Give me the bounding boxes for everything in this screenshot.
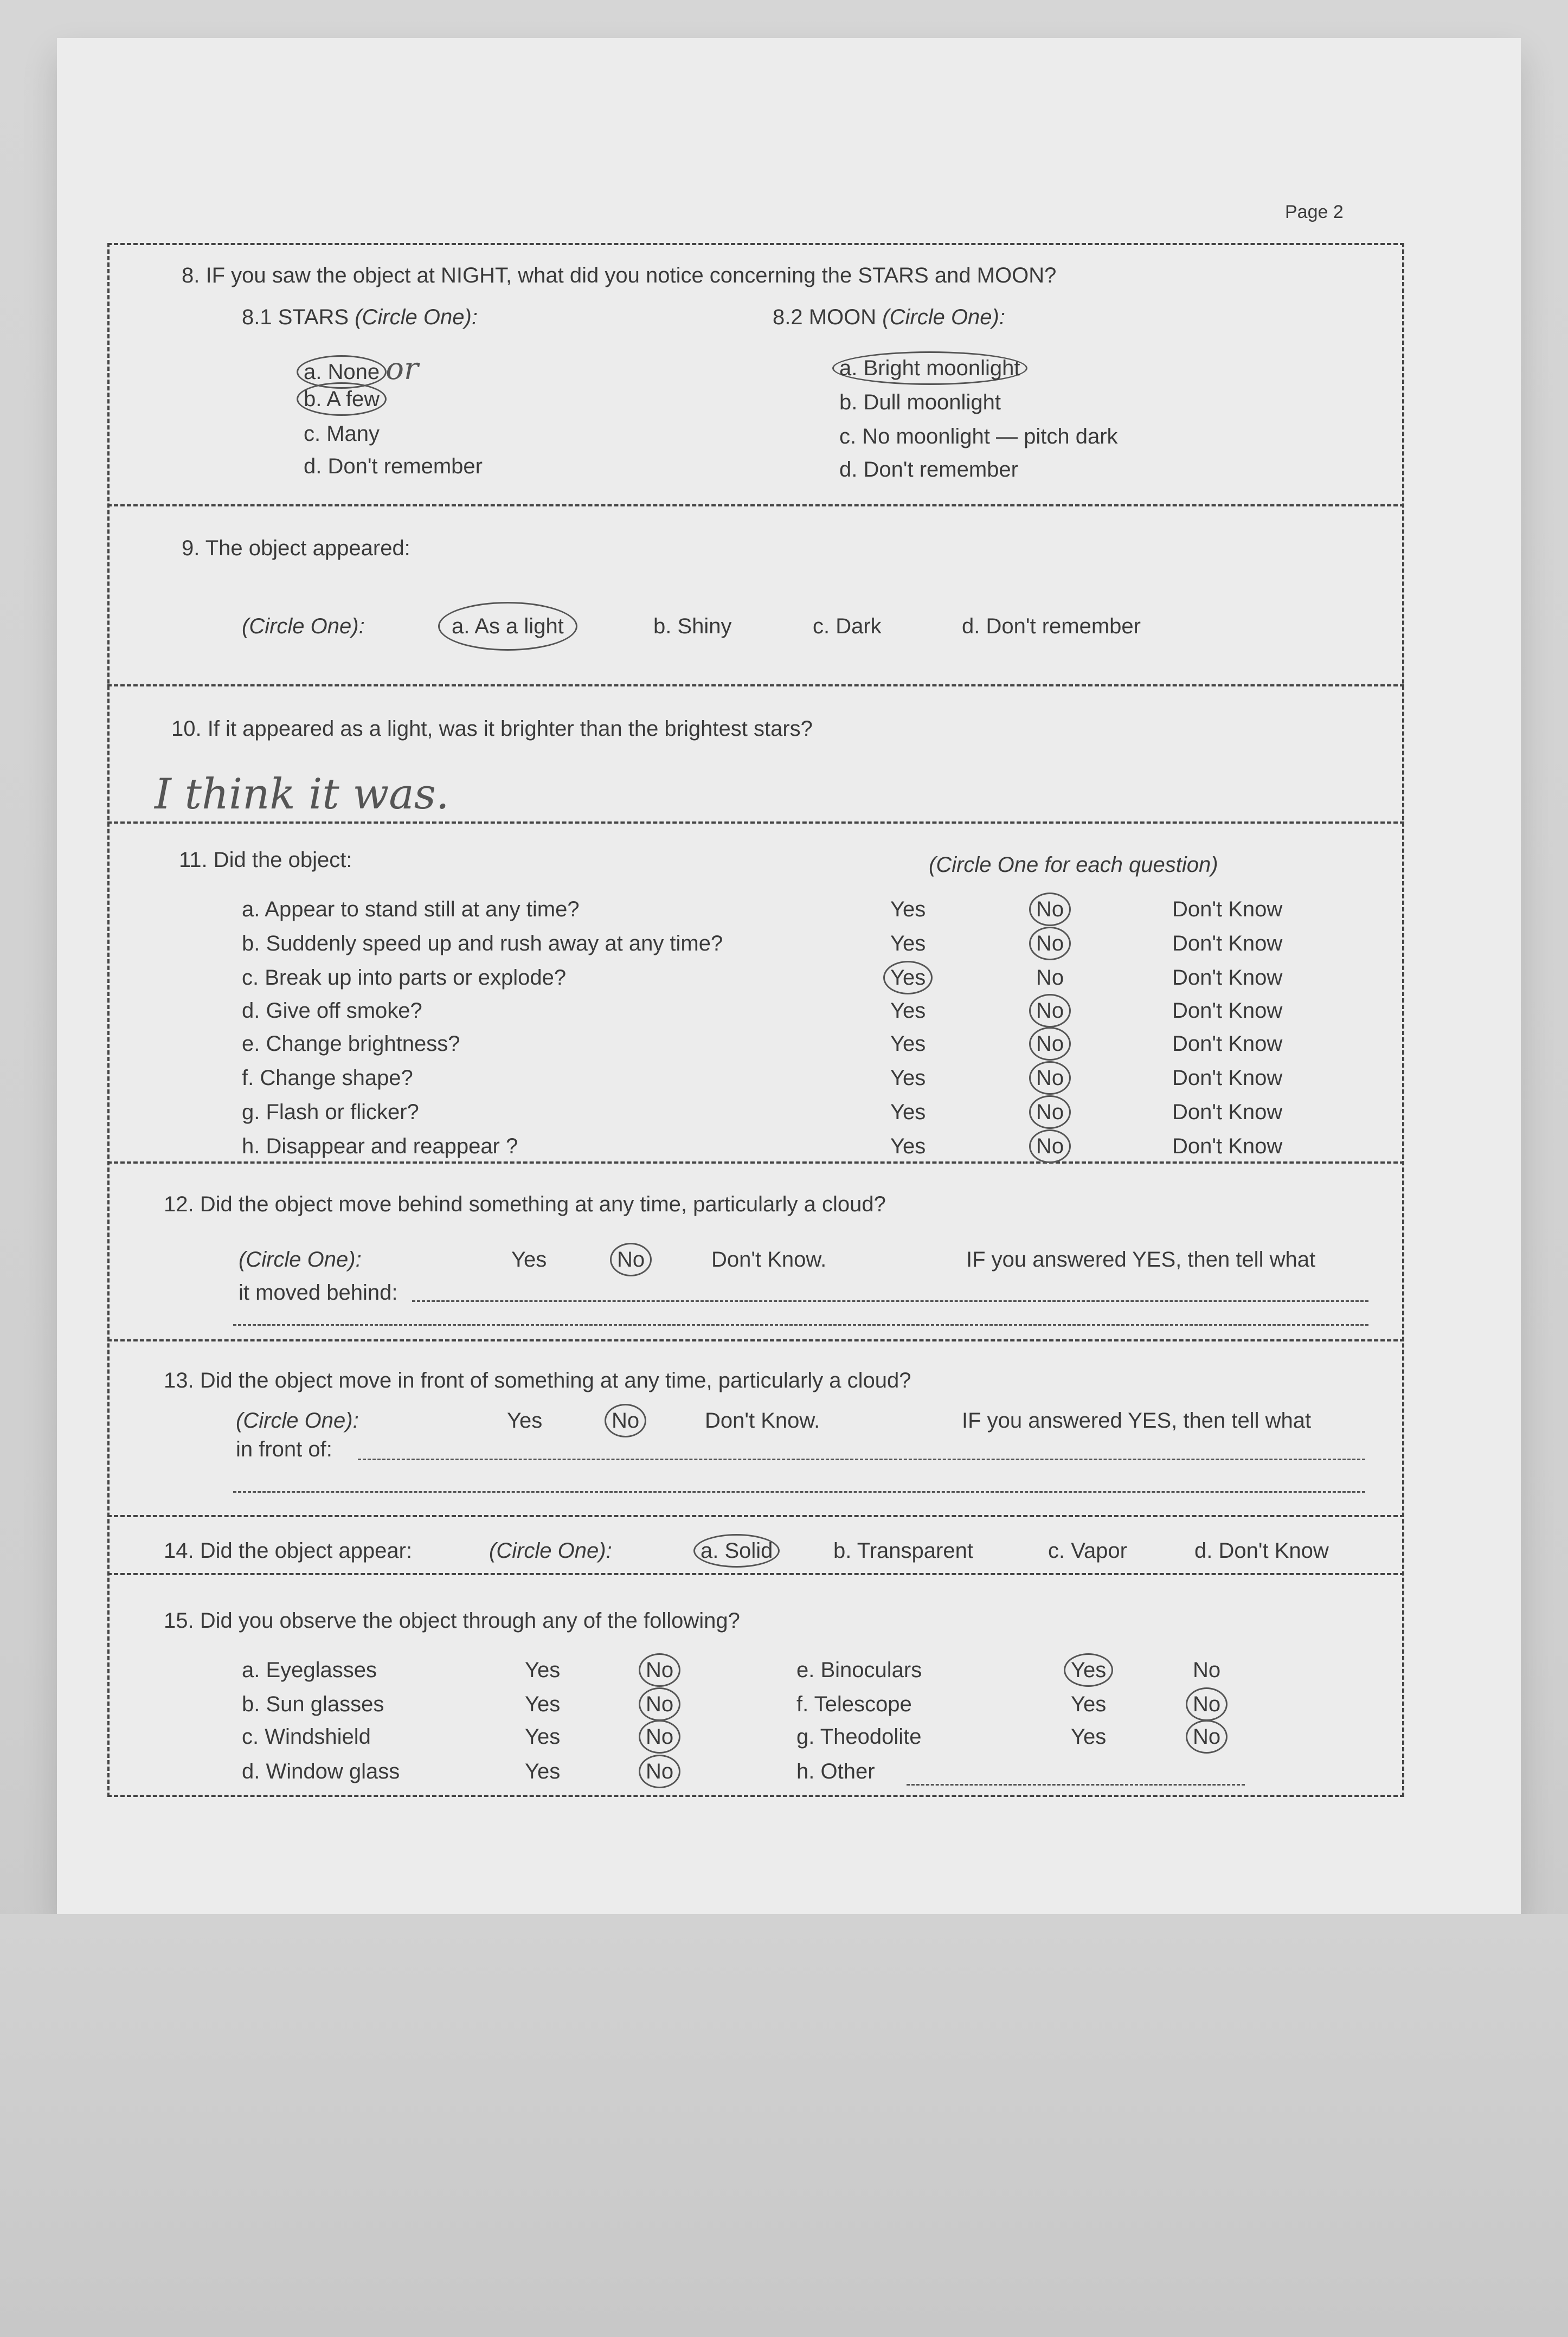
q11-row-no[interactable] bbox=[1036, 898, 1064, 920]
q11-row-dont-know[interactable]: Don't Know bbox=[1172, 932, 1283, 955]
q8-moon-heading bbox=[773, 306, 1005, 328]
q13-yes[interactable]: Yes bbox=[507, 1409, 543, 1433]
q11-row-yes[interactable]: Yes bbox=[890, 1100, 926, 1124]
q15-right-label: e. Binoculars bbox=[796, 1658, 922, 1682]
q13-question: 13. Did the object move in front of something at any time, particularly a cloud? bbox=[164, 1369, 911, 1392]
q13-followup-label: in front of: bbox=[236, 1437, 332, 1461]
q11-row-label: d. Give off smoke? bbox=[242, 999, 422, 1023]
q11-row-dont-know[interactable]: Don't Know bbox=[1172, 897, 1283, 921]
q11-row-label: f. Change shape? bbox=[242, 1066, 413, 1090]
divider bbox=[107, 684, 1404, 686]
moon-option-a[interactable] bbox=[839, 357, 1020, 379]
q15-left-yes[interactable]: Yes bbox=[525, 1760, 561, 1783]
q15-other-label: h. Other bbox=[796, 1760, 875, 1783]
q11-row-no-circled: No bbox=[1029, 1027, 1071, 1061]
q15-left-yes[interactable]: Yes bbox=[525, 1725, 561, 1749]
q11-row-no[interactable] bbox=[1036, 1033, 1064, 1055]
q15-left-no-circled: No bbox=[639, 1755, 680, 1788]
q15-left-label: d. Window glass bbox=[242, 1760, 400, 1783]
q9-option-b[interactable]: b. Shiny bbox=[653, 614, 732, 638]
q9-question: 9. The object appeared: bbox=[182, 536, 410, 560]
q11-row-dont-know[interactable]: Don't Know bbox=[1172, 999, 1283, 1023]
q15-left-yes[interactable]: Yes bbox=[525, 1692, 561, 1716]
q15-right-yes[interactable]: Yes bbox=[1071, 1692, 1107, 1716]
q11-row-no[interactable] bbox=[1036, 1135, 1064, 1157]
q8-question: 8. IF you saw the object at NIGHT, what did you notice concerning the STARS and MOON? bbox=[182, 264, 1057, 287]
q15-left-no[interactable] bbox=[646, 1693, 673, 1715]
q11-row-dont-know[interactable]: Don't Know bbox=[1172, 1032, 1283, 1056]
q13-no-circled: No bbox=[605, 1404, 646, 1437]
q13-hint: (Circle One): bbox=[236, 1409, 359, 1433]
q15-right-no-circled: No bbox=[1186, 1687, 1228, 1721]
q11-row-label: a. Appear to stand still at any time? bbox=[242, 897, 580, 921]
q12-no[interactable] bbox=[617, 1249, 645, 1270]
q11-row-no-circled: No bbox=[1029, 1095, 1071, 1129]
q11-row-label: b. Suddenly speed up and rush away at any time? bbox=[242, 932, 723, 955]
q14-option-d[interactable]: d. Don't Know bbox=[1194, 1539, 1329, 1563]
q11-row-yes[interactable]: Yes bbox=[890, 1066, 926, 1090]
moon-option-d[interactable]: d. Don't remember bbox=[839, 458, 1018, 481]
stars-option-b[interactable] bbox=[304, 388, 380, 410]
divider bbox=[107, 1339, 1404, 1341]
q11-row-dont-know[interactable]: Don't Know bbox=[1172, 1134, 1283, 1158]
background-surface bbox=[0, 1914, 1568, 2337]
page-number: Page 2 bbox=[1285, 202, 1344, 222]
handwritten-or: or bbox=[385, 351, 419, 387]
q11-row-no-circled: No bbox=[1029, 927, 1071, 960]
q15-left-no-circled: No bbox=[639, 1687, 680, 1721]
stars-option-a[interactable] bbox=[304, 351, 419, 387]
q11-row-yes[interactable] bbox=[890, 967, 926, 988]
q15-left-no-circled: No bbox=[639, 1653, 680, 1687]
q11-row-no-circled: No bbox=[1029, 1061, 1071, 1095]
stars-option-a-circled: a. None bbox=[297, 355, 387, 389]
q11-row-yes[interactable]: Yes bbox=[890, 1134, 926, 1158]
divider bbox=[107, 504, 1404, 506]
q15-right-no[interactable] bbox=[1193, 1693, 1220, 1715]
q15-other-line[interactable] bbox=[907, 1784, 1245, 1786]
moon-option-a-circled: a. Bright moonlight bbox=[832, 351, 1027, 385]
q12-dont-know[interactable]: Don't Know. bbox=[711, 1248, 827, 1272]
q15-left-no[interactable] bbox=[646, 1659, 673, 1681]
q13-no[interactable] bbox=[612, 1410, 639, 1431]
q8-stars-heading bbox=[242, 306, 478, 328]
q11-row-dont-know[interactable]: Don't Know bbox=[1172, 1066, 1283, 1090]
q11-row-yes[interactable]: Yes bbox=[890, 897, 926, 921]
q11-hint: (Circle One for each question) bbox=[929, 853, 1218, 877]
divider bbox=[107, 1515, 1404, 1517]
q11-row-dont-know[interactable]: Don't Know bbox=[1172, 966, 1283, 990]
q11-row-yes-circled: Yes bbox=[883, 961, 933, 994]
q12-answer-line[interactable] bbox=[412, 1300, 1368, 1302]
divider bbox=[107, 1161, 1404, 1164]
q11-row-yes[interactable]: Yes bbox=[890, 1032, 926, 1056]
q11-row-label: c. Break up into parts or explode? bbox=[242, 966, 567, 990]
q10-handwritten-answer: I think it was. bbox=[155, 770, 449, 819]
q15-right-no[interactable] bbox=[1193, 1726, 1220, 1748]
q9-option-a-circled: a. As a light bbox=[438, 602, 577, 651]
stars-label: 8.1 STARS bbox=[242, 305, 349, 329]
moon-option-b[interactable]: b. Dull moonlight bbox=[839, 390, 1001, 414]
q11-row-no-circled: No bbox=[1029, 893, 1071, 926]
q11-row-no[interactable] bbox=[1036, 1101, 1064, 1123]
q11-row-no-circled: No bbox=[1029, 1129, 1071, 1163]
q12-answer-line-2[interactable] bbox=[233, 1324, 1368, 1326]
q9-hint: (Circle One): bbox=[242, 614, 365, 638]
q15-question: 15. Did you observe the object through any of the following? bbox=[164, 1609, 740, 1633]
q14-option-b[interactable]: b. Transparent bbox=[833, 1539, 973, 1563]
stars-option-d[interactable]: d. Don't remember bbox=[304, 454, 483, 478]
q15-left-yes[interactable]: Yes bbox=[525, 1658, 561, 1682]
q12-question: 12. Did the object move behind something at any time, particularly a cloud? bbox=[164, 1192, 886, 1216]
stars-hint: (Circle One): bbox=[355, 305, 478, 329]
q15-right-no-circled: No bbox=[1186, 1720, 1228, 1754]
q15-left-label: b. Sun glasses bbox=[242, 1692, 384, 1716]
q12-followup: IF you answered YES, then tell what bbox=[966, 1248, 1316, 1272]
q13-answer-line[interactable] bbox=[358, 1459, 1365, 1460]
divider bbox=[107, 821, 1404, 824]
q10-question: 10. If it appeared as a light, was it brighter than the brightest stars? bbox=[171, 717, 813, 741]
q11-row-no[interactable] bbox=[1036, 1000, 1064, 1022]
stars-option-c[interactable]: c. Many bbox=[304, 422, 380, 446]
q13-dont-know[interactable]: Don't Know. bbox=[705, 1409, 820, 1433]
q15-right-label: f. Telescope bbox=[796, 1692, 912, 1716]
q15-left-label: a. Eyeglasses bbox=[242, 1658, 377, 1682]
q14-option-c[interactable]: c. Vapor bbox=[1048, 1539, 1127, 1563]
q11-row-no[interactable]: No bbox=[1036, 966, 1064, 990]
q15-right-label: g. Theodolite bbox=[796, 1725, 922, 1749]
q11-row-label: e. Change brightness? bbox=[242, 1032, 460, 1056]
q11-row-no-circled: No bbox=[1029, 994, 1071, 1028]
q11-question: 11. Did the object: bbox=[179, 848, 352, 872]
q14-hint: (Circle One): bbox=[489, 1539, 612, 1563]
q15-right-no[interactable]: No bbox=[1193, 1658, 1221, 1682]
q11-row-yes[interactable]: Yes bbox=[890, 932, 926, 955]
q11-row-label: g. Flash or flicker? bbox=[242, 1100, 419, 1124]
q15-right-yes-circled: Yes bbox=[1064, 1653, 1113, 1687]
q11-row-yes[interactable]: Yes bbox=[890, 999, 926, 1023]
q15-left-no[interactable] bbox=[646, 1726, 673, 1748]
q15-right-yes[interactable] bbox=[1071, 1659, 1106, 1681]
q15-left-no-circled: No bbox=[639, 1720, 680, 1754]
q11-row-dont-know[interactable]: Don't Know bbox=[1172, 1100, 1283, 1124]
q9-option-a[interactable] bbox=[452, 615, 564, 637]
moon-option-c[interactable]: c. No moonlight — pitch dark bbox=[839, 425, 1118, 448]
q12-hint: (Circle One): bbox=[239, 1248, 362, 1272]
q15-left-label: c. Windshield bbox=[242, 1725, 371, 1749]
q14-option-a-circled: a. Solid bbox=[693, 1534, 780, 1568]
divider bbox=[107, 1573, 1404, 1575]
q13-answer-line-2[interactable] bbox=[233, 1491, 1365, 1493]
q9-option-c[interactable]: c. Dark bbox=[813, 614, 882, 638]
q13-followup: IF you answered YES, then tell what bbox=[962, 1409, 1312, 1433]
q11-row-no[interactable] bbox=[1036, 1067, 1064, 1089]
moon-label: 8.2 MOON bbox=[773, 305, 877, 329]
q15-right-yes[interactable]: Yes bbox=[1071, 1725, 1107, 1749]
q9-option-d[interactable]: d. Don't remember bbox=[962, 614, 1141, 638]
q14-question: 14. Did the object appear: bbox=[164, 1539, 413, 1563]
stars-option-b-circled: b. A few bbox=[297, 382, 387, 416]
q12-no-circled: No bbox=[610, 1243, 652, 1276]
moon-hint: (Circle One): bbox=[882, 305, 1005, 329]
q11-row-label: h. Disappear and reappear ? bbox=[242, 1134, 518, 1158]
q14-option-a[interactable] bbox=[701, 1540, 773, 1562]
q12-followup-label: it moved behind: bbox=[239, 1281, 398, 1305]
q12-yes[interactable]: Yes bbox=[511, 1248, 547, 1272]
q11-row-no[interactable] bbox=[1036, 933, 1064, 954]
q15-left-no[interactable] bbox=[646, 1761, 673, 1782]
